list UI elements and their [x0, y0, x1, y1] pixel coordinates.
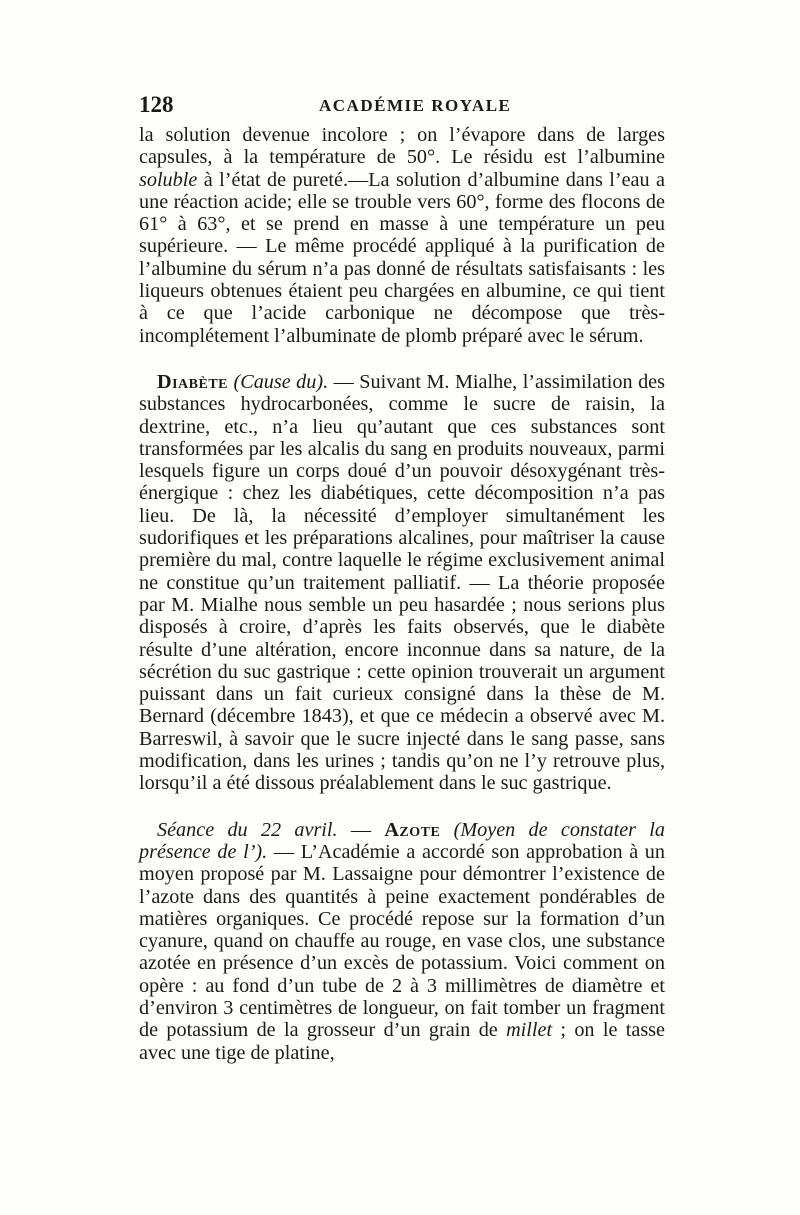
seance-date: Séance du 22 avril.: [157, 818, 338, 841]
italic-term: soluble: [139, 168, 198, 191]
page-header: [139, 92, 665, 120]
section-heading: Diabète: [157, 370, 228, 393]
paragraph-albumine: [139, 124, 665, 347]
body-text: [139, 124, 665, 1064]
section-subheading: (Moyen de constater la présence de l’).: [139, 818, 666, 863]
section-heading: Azote: [384, 818, 441, 841]
text-run: — Suivant M. Mialhe, l’assimilation des substances hydrocarbonées, comme le sucre de raisin, la dextrine, etc., n’a lieu qu’autant que ces substances sont transformées par les alcalis du sang en produits nouveaux, parmi lesquels figure un corps doué d’un pouvoir désoxygénant très-énergique : chez les diabétiques, cette décomposition n’a pas lieu. De là, la nécessité d’employer simultanément les sudorifiques et les préparations alcalines, pour maîtriser la cause première du mal, contre laquelle le régime exclusivement animal ne constitue qu’un traitement palliatif. — La théorie proposée par M. Mialhe nous semble un peu hasardée ; nous serions plus disposés à croire, d’après les faits observés, que le diabète résulte d’une altération, encore inconnue dans sa nature, de la sécrétion du suc gastrique : cette opinion trouverait un argument puissant dans un fait curieux consigné dans la thèse de M. Bernard (décembre 1843), et que ce médecin a observé avec M. Barreswil, à savoir que le sucre injecté dans le sang passe, sans modification, dans les urines ; tandis qu’on ne l’y retrouve plus, lorsqu’il a été dissous préalablement dans le suc gastrique.: [139, 370, 665, 795]
section-subheading: (Cause du).: [233, 370, 329, 393]
text-run: — L’Académie a accordé son approbation à un moyen proposé par M. Lassaigne pour démontrer l’existence de l’azote dans des quantités à peine exactement pondérables de matières organiques. Ce procédé repose sur la formation d’un cyanure, quand on chauffe au rouge, en vase clos, une substance azotée en présence d’un excès de potassium. Voici comment on opère : au fond d’un tube de 2 à 3 millimètres de diamètre et d’environ 3 centimètres de longueur, on fait tomber un fragment de potassium de la grosseur d’un grain de: [139, 840, 665, 1042]
text-run: à l’état de pureté.—La solution d’albumine dans l’eau a une réaction acide; elle se trouble vers 60°, forme des flocons de 61° à 63°, et se prend en masse à une température un peu supérieure. — Le même procédé appliqué à la purification de l’albumine du sérum n’a pas donné de résultats satisfaisants : les liqueurs obtenues étaient peu chargées en albumine, ce qui tient à ce que l’acide carbonique ne décompose que très-incomplétement l’albuminate de plomb préparé avec le sérum.: [139, 168, 665, 347]
text-run: la solution devenue incolore ; on l’évapore dans de larges capsules, à la température de 50°. Le résidu est l’albumine: [139, 124, 665, 169]
running-head: ACADÉMIE ROYALE: [319, 96, 512, 115]
text-run: —: [337, 818, 385, 841]
paragraph-azote: [139, 819, 665, 1064]
page-number: 128: [139, 92, 174, 117]
paragraph-diabete: [139, 371, 665, 795]
text-run: ; on le tasse avec une tige de platine,: [139, 1019, 665, 1064]
italic-term: millet: [506, 1019, 553, 1042]
